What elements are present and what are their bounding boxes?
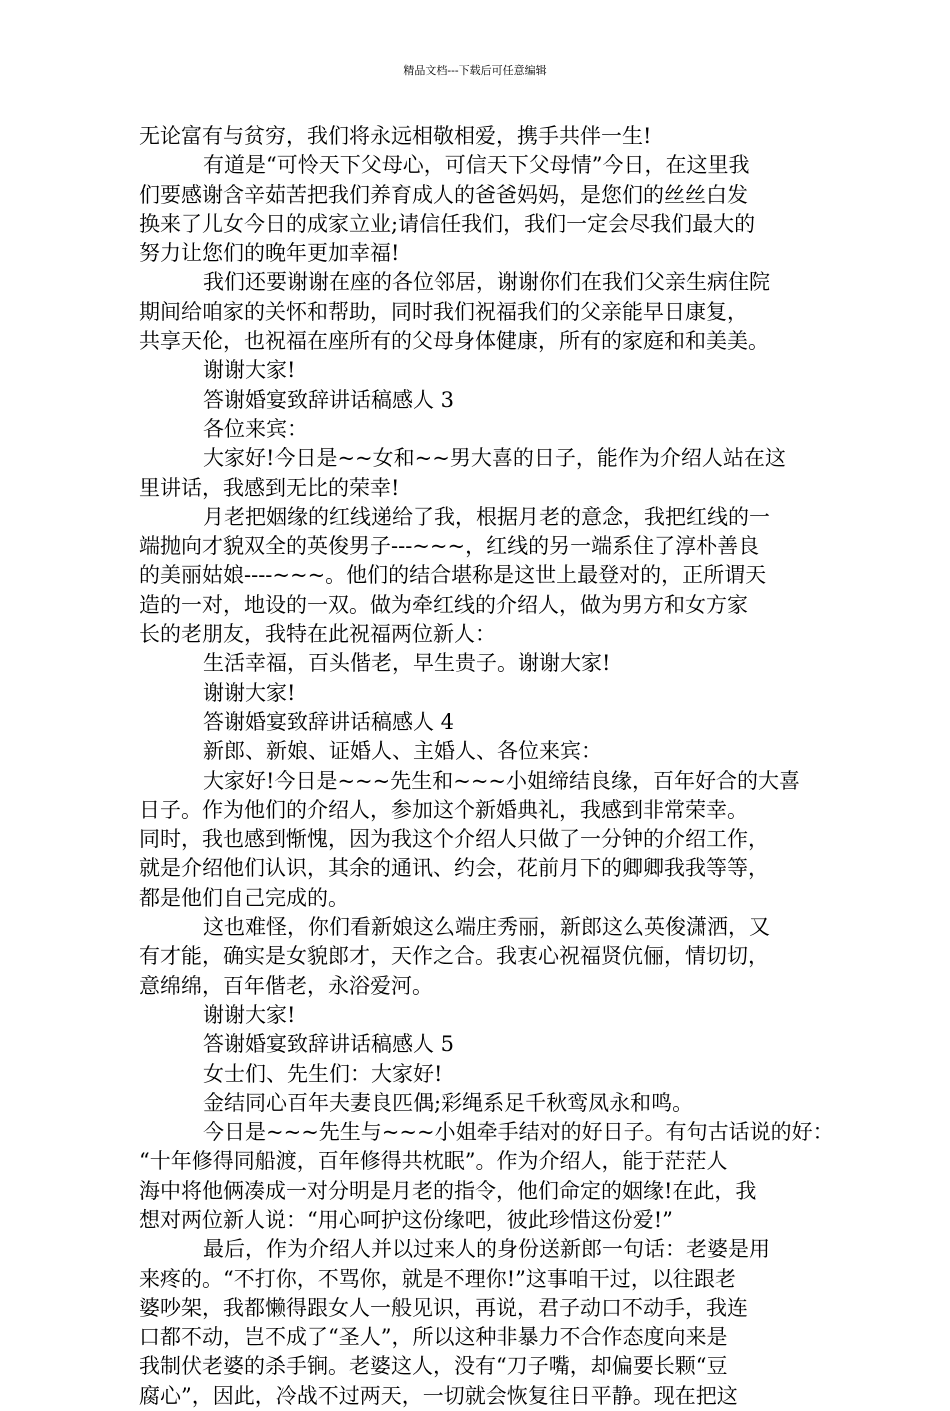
text-line: 最后，作为介绍人并以过来人的身份送新郎一句话：老婆是用: [203, 1237, 770, 1262]
text-line: 生活幸福，百头偕老，早生贵子。谢谢大家!: [203, 651, 611, 676]
page-header: 精品文档---下载后可任意编辑: [403, 64, 547, 77]
text-line: 意绵绵，百年偕老，永浴爱河。: [139, 973, 433, 998]
text-line: 来疼的。“不打你，不骂你，就是不理你!”这事咱干过，以往跟老: [139, 1266, 736, 1291]
text-line: 月老把姻缘的红线递给了我，根据月老的意念，我把红线的一: [203, 504, 770, 529]
text-line: 无论富有与贫穷，我们将永远相敬相爱，携手共伴一生!: [139, 124, 652, 148]
text-line: 口都不动，岂不成了“圣人”，所以这种非暴力不合作态度向来是: [139, 1325, 728, 1350]
text-line: 日子。作为他们的介绍人，参加这个新婚典礼，我感到非常荣幸。: [139, 797, 748, 822]
text-line: 努力让您们的晚年更加幸福!: [139, 241, 400, 266]
text-line: 们要感谢含辛茹苦把我们养育成人的爸爸妈妈，是您们的丝丝白发: [139, 182, 748, 207]
text-line: 都是他们自己完成的。: [139, 885, 349, 910]
text-line: 有才能，确实是女貌郎才，天作之合。我衷心祝福贤伉俪，情切切，: [139, 944, 769, 969]
text-line: 端抛向才貌双全的英俊男子---~~~，红线的另一端系住了淳朴善良: [139, 534, 760, 559]
text-line: 大家好!今日是~~~先生和~~~小姐缔结良缘，百年好合的大喜: [203, 768, 801, 793]
text-line: 新郎、新娘、证婚人、主婚人、各位来宾：: [203, 739, 602, 764]
text-line: 答谢婚宴致辞讲话稿感人 4: [203, 709, 455, 734]
text-line: 想对两位新人说：“用心呵护这份缘吧，彼此珍惜这份爱!”: [139, 1207, 673, 1232]
text-line: 海中将他俩凑成一对分明是月老的指令，他们命定的姻缘!在此，我: [139, 1178, 757, 1203]
text-line: 谢谢大家!: [203, 680, 296, 705]
text-line: 答谢婚宴致辞讲话稿感人 3: [203, 387, 455, 412]
text-line: 大家好!今日是~~女和~~男大喜的日子，能作为介绍人站在这: [203, 446, 786, 471]
text-line: 就是介绍他们认识，其余的通讯、约会，花前月下的卿卿我我等等，: [139, 856, 769, 881]
text-line: 共享天伦，也祝福在座所有的父母身体健康，所有的家庭和和美美。: [139, 329, 769, 354]
text-line: 谢谢大家!: [203, 358, 296, 383]
text-line: 这也难怪，你们看新娘这么端庄秀丽，新郎这么英俊潇洒，又: [203, 915, 770, 940]
text-line: 婆吵架，我都懒得跟女人一般见识，再说，君子动口不动手，我连: [139, 1295, 748, 1320]
text-line: 长的老朋友，我特在此祝福两位新人：: [139, 622, 496, 647]
text-line: 各位来宾：: [203, 416, 308, 441]
text-line: 腐心”，因此，冷战不过两天，一切就会恢复往日平静。现在把这: [139, 1383, 738, 1408]
text-line: 我们还要谢谢在座的各位邻居，谢谢你们在我们父亲生病住院: [203, 270, 770, 295]
text-line: “十年修得同船渡，百年修得共枕眠”。作为介绍人，能于茫茫人: [139, 1149, 728, 1174]
text-line: 女士们、先生们：大家好!: [203, 1061, 443, 1086]
text-line: 期间给咱家的关怀和帮助，同时我们祝福我们的父亲能早日康复，: [139, 299, 748, 324]
text-line: 谢谢大家!: [203, 1002, 296, 1027]
text-line: 同时，我也感到惭愧，因为我这个介绍人只做了一分钟的介绍工作，: [139, 827, 769, 852]
text-line: 的美丽姑娘----~~~。他们的结合堪称是这世上最登对的，正所谓天: [139, 563, 767, 588]
text-line: 换来了儿女今日的成家立业;请信任我们，我们一定会尽我们最大的: [139, 211, 756, 236]
text-line: 里讲话，我感到无比的荣幸!: [139, 475, 400, 500]
text-line: 有道是“可怜天下父母心，可信天下父母情”今日，在这里我: [203, 153, 750, 178]
text-line: 答谢婚宴致辞讲话稿感人 5: [203, 1032, 455, 1057]
text-line: 今日是~~~先生与~~~小姐牵手结对的好日子。有句古话说的好：: [203, 1120, 834, 1145]
text-line: 金结同心百年夫妻良匹偶;彩绳系足千秋鸾凤永和鸣。: [203, 1090, 694, 1115]
document-body: [139, 122, 834, 1411]
text-line: 造的一对，地设的一双。做为牵红线的介绍人，做为男方和女方家: [139, 592, 748, 617]
text-line: 我制伏老婆的杀手锏。老婆这人，没有“刀子嘴，却偏要长颗“豆: [139, 1354, 728, 1379]
